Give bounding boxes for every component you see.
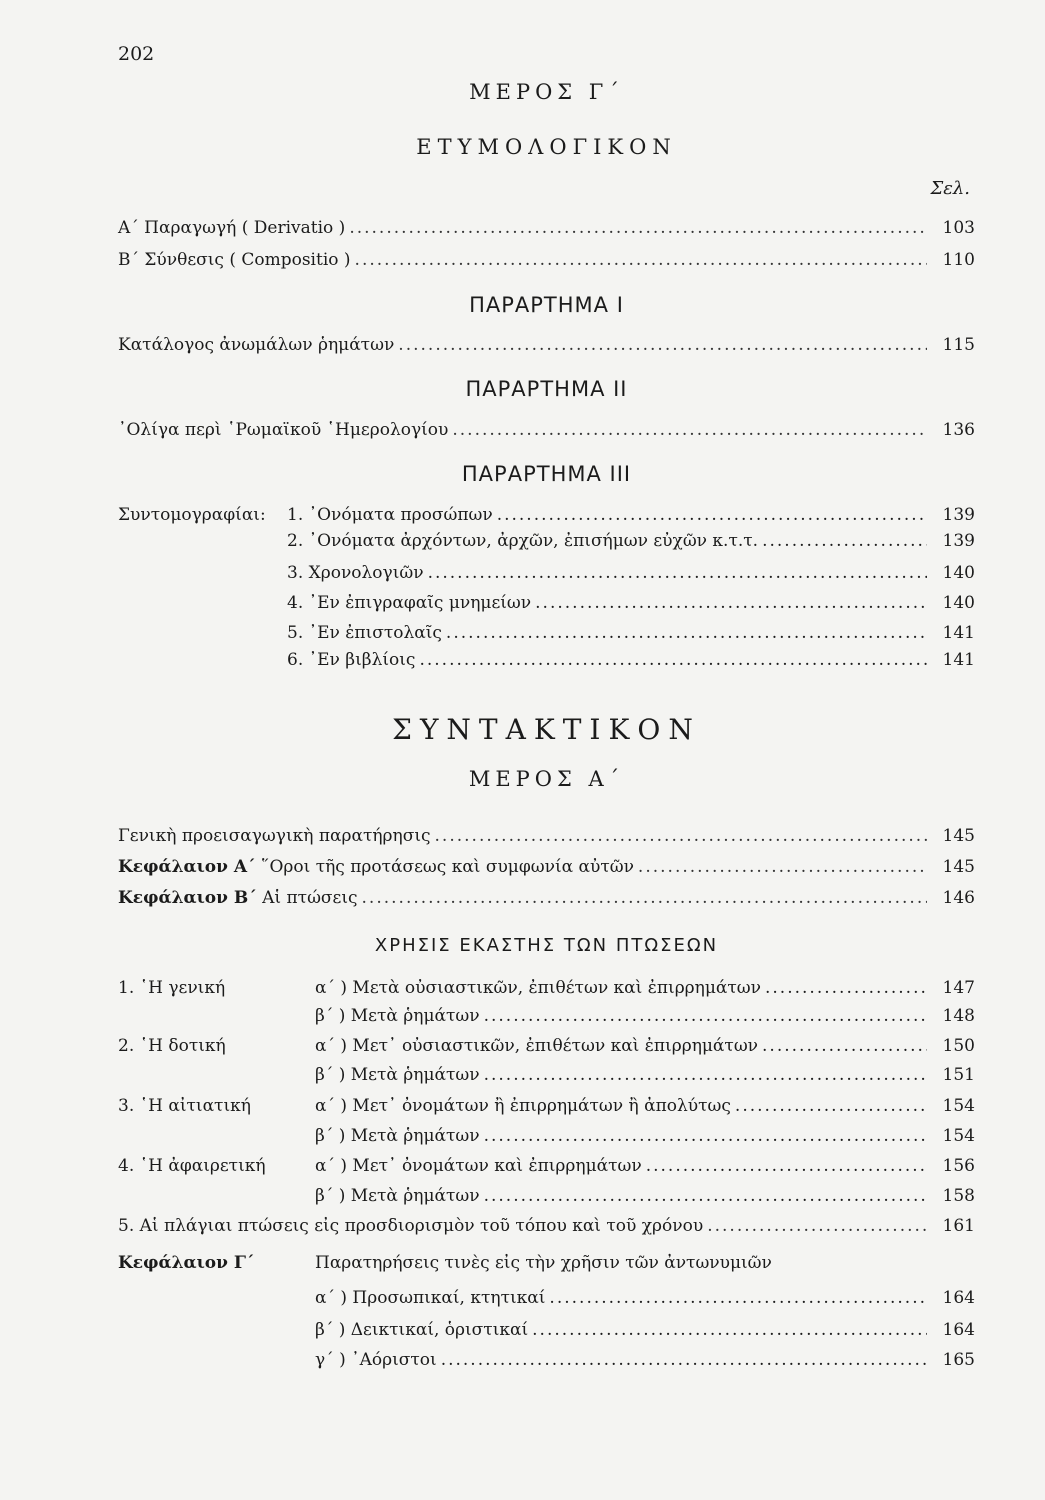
heading-etymologikon: ΕΤΥΜΟΛΟΓΙΚΟΝ [416, 135, 677, 159]
toc-entry: 5. Αἱ πλάγιαι πτώσεις εἰς προσδιορισμὸν τοῦ τόπου καὶ τοῦ χρόνου ..... 161 [118, 1216, 975, 1242]
toc-entry: α΄ ) Προσωπικαί, κτητικαί ..... 164 [315, 1288, 975, 1314]
heading-meros-a: ΜΕΡΟΣ Α΄ [468, 767, 625, 791]
toc-entry: Α΄ Παραγωγή ( Derivatio ) ..... 103 [118, 218, 975, 244]
case-label: 4. ῾Η ἀφαιρετική [118, 1156, 266, 1176]
toc-entry: α΄ ) Μετ᾿ οὐσιαστικῶν, ἐπιθέτων καὶ ἐπιρρημάτων ..... 150 [315, 1036, 975, 1062]
toc-entry: Γενικὴ προεισαγωγικὴ παρατήρησις ..... 145 [118, 826, 975, 852]
toc-entry: 2. ᾿Ονόματα ἀρχόντων, ἀρχῶν, ἐπισήμων εὐχῶν κ.τ.τ. ..... 139 [287, 531, 975, 557]
toc-entry: 5. ᾿Εν ἐπιστολαῖς ..... 141 [287, 623, 975, 649]
page-number: 202 [118, 43, 155, 65]
chapter-label: Κεφάλαιον Γ΄ [118, 1253, 255, 1273]
toc-entry: 6. ᾿Εν βιβλίοις ..... 141 [287, 650, 975, 676]
toc-entry: Κεφάλαιον Β΄ Αἱ πτώσεις ..... 146 [118, 888, 975, 914]
case-label: 2. ῾Η δοτική [118, 1036, 226, 1056]
toc-entry: β΄ ) Μετὰ ῥημάτων ..... 154 [315, 1126, 975, 1152]
toc-entry: β΄ ) Μετὰ ῥημάτων ..... 158 [315, 1186, 975, 1212]
toc-entry: β΄ ) Μετὰ ῥημάτων ..... 148 [315, 1006, 975, 1032]
case-label: 3. ῾Η αἰτιατική [118, 1096, 251, 1116]
heading-parartima-1: ΠΑΡΑΡΤΗΜΑ I [469, 293, 624, 317]
toc-entry: β΄ ) Δεικτικαί, ὁριστικαί ..... 164 [315, 1320, 975, 1346]
toc-entry: 1. ᾿Ονόματα προσώπων ..... 139 [287, 505, 975, 531]
abbreviations-label: Συντομογραφίαι: [118, 505, 266, 525]
toc-entry: Β΄ Σύνθεσις ( Compositio ) ..... 110 [118, 250, 975, 276]
toc-entry: β΄ ) Μετὰ ῥημάτων ..... 151 [315, 1065, 975, 1091]
heading-meros-g: ΜΕΡΟΣ Γ΄ [469, 80, 624, 104]
page-column-label: Σελ. [930, 178, 970, 199]
toc-entry: ᾿Ολίγα περὶ ῾Ρωμαϊκοῦ ῾Ημερολογίου ..... 136 [118, 420, 975, 446]
heading-parartima-2: ΠΑΡΑΡΤΗΜΑ II [465, 377, 628, 401]
case-label: 1. ῾Η γενική [118, 978, 226, 998]
toc-entry: α΄ ) Μετ᾿ ὀνομάτων καὶ ἐπιρρημάτων ..... 156 [315, 1156, 975, 1182]
toc-entry: 4. ᾿Εν ἐπιγραφαῖς μνημείων ..... 140 [287, 593, 975, 619]
heading-xrisis: ΧΡΗΣΙΣ ΕΚΑΣΤΗΣ ΤΩΝ ΠΤΩΣΕΩΝ [374, 935, 719, 956]
toc-entry: α΄ ) Μετὰ οὐσιαστικῶν, ἐπιθέτων καὶ ἐπιρρημάτων ..... 147 [315, 978, 975, 1004]
toc-entry: Κεφάλαιον Α΄ ῞Οροι τῆς προτάσεως καὶ συμφωνία αὐτῶν ..... 145 [118, 857, 975, 883]
heading-parartima-3: ΠΑΡΑΡΤΗΜΑ III [461, 462, 632, 486]
toc-entry: α΄ ) Μετ᾿ ὀνομάτων ἢ ἐπιρρημάτων ἢ ἀπολύτως ..... 154 [315, 1096, 975, 1122]
chapter-title: Παρατηρήσεις τινὲς εἰς τὴν χρῆσιν τῶν ἀντωνυμιῶν [315, 1253, 772, 1273]
toc-entry: Κατάλογος ἀνωμάλων ῥημάτων ..... 115 [118, 335, 975, 361]
heading-syntaktikon: ΣΥΝΤΑΚΤΙΚΟΝ [392, 713, 701, 746]
toc-entry: γ΄ ) ᾿Αόριστοι ..... 165 [315, 1350, 975, 1376]
toc-entry: 3. Χρονολογιῶν ..... 140 [287, 563, 975, 589]
